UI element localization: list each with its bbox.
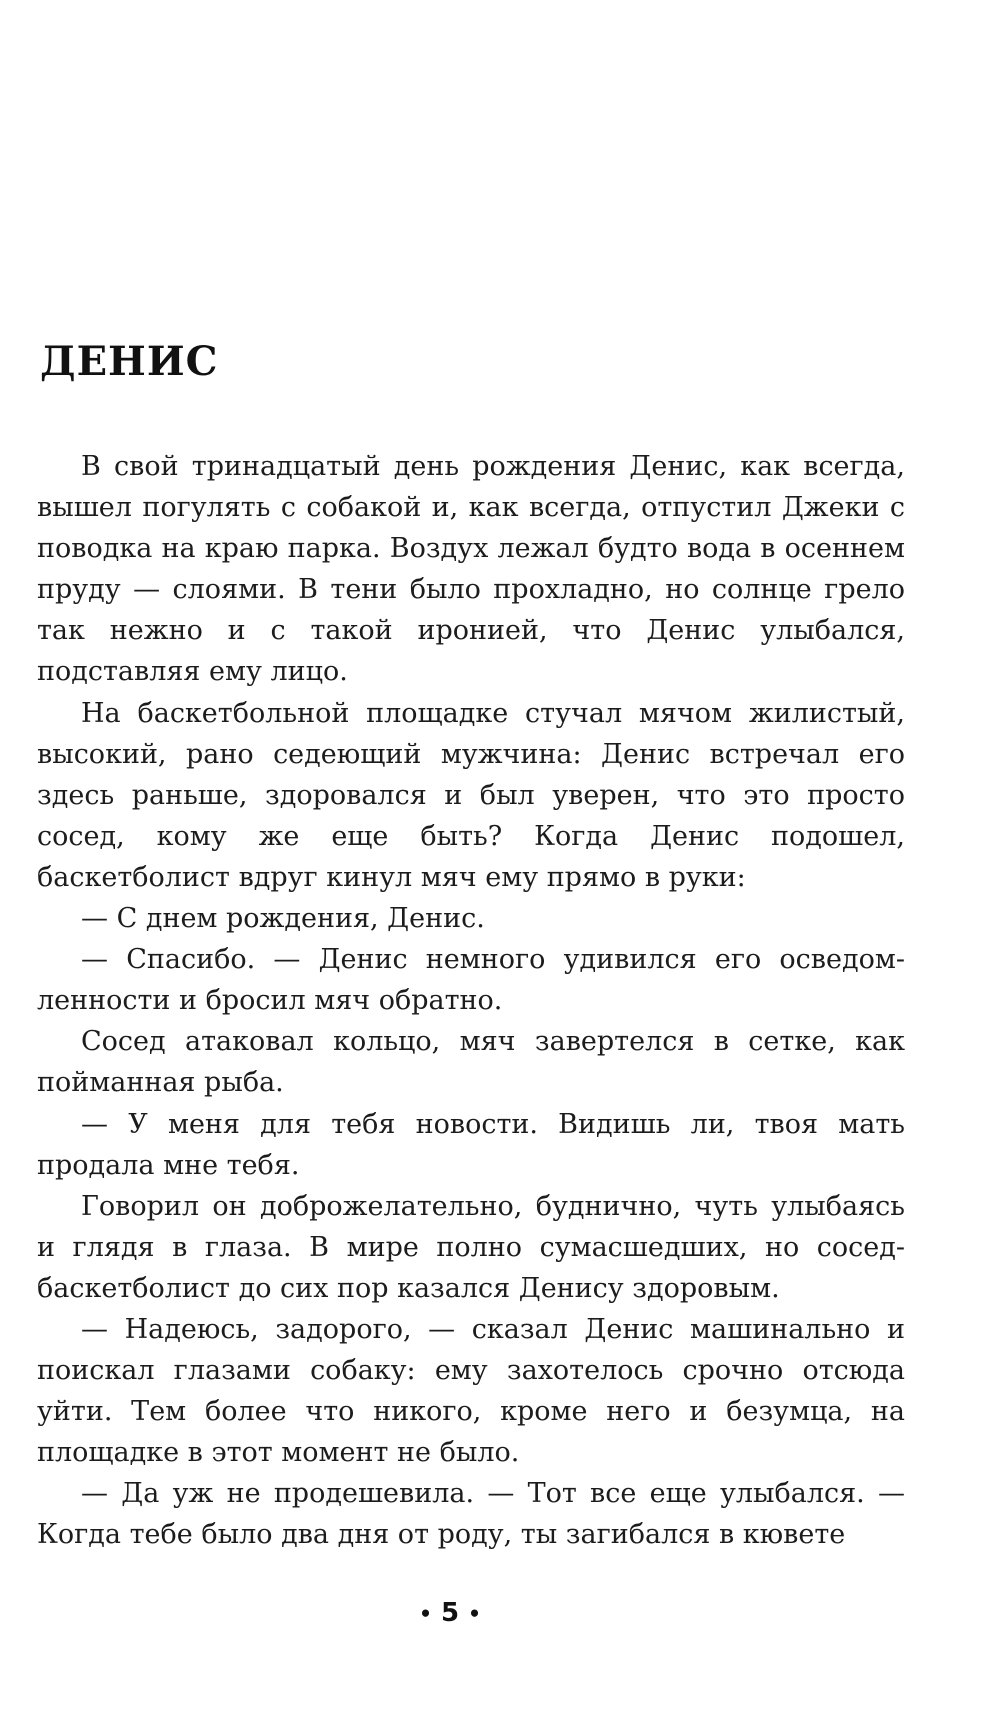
paragraph-2: На баскетбольной площадке стучал мячом жилистый, высокий, рано седеющий мужчина: Денис встречал его здесь раньше, здоровался и был уверен, что это просто сосед, кому же еще быть? Когда Денис подошел, баскетболист вдруг кинул мяч ему прямо в руки:	[37, 697, 905, 893]
paragraph-9: — Да уж не продешевила. — Тот все еще улыбался. — Когда тебе было два дня от роду, ты загибался в кювете	[37, 1478, 905, 1551]
paragraph-1: В свой тринадцатый день рождения Денис, как всегда, вышел погулять с собакой и, как всегда, отпустил Джеки с поводка на краю парка. Воздух лежал будто вода в осеннем пруду — слоями. В тени было прохладно, но солнце грело так нежно и с такой иронией, что Денис улыбался, подставляя ему лицо.	[37, 451, 905, 688]
paragraph-4: — Спасибо. — Денис немного удивился его осведомленности и бросил мяч обратно.	[37, 944, 905, 1017]
paragraph-5: Сосед атаковал кольцо, мяч завертелся в сетке, как пойманная рыба.	[37, 1026, 905, 1099]
page-number-bullet-right: •	[468, 1601, 481, 1626]
page-number-bullet-left: •	[419, 1601, 432, 1626]
page-number	[400, 1598, 500, 1628]
chapter-title: ДЕНИС	[40, 338, 219, 385]
paragraph-8: — Надеюсь, задорого, — сказал Денис машинально и поискал глазами собаку: ему захотелось срочно отсюда уйти. Тем более что никого, кроме него и безумца, на площадке в этот момент не было.	[37, 1313, 905, 1469]
page-number-value: 5	[440, 1598, 460, 1628]
paragraph-6: — У меня для тебя новости. Видишь ли, твоя мать продала мне тебя.	[37, 1108, 905, 1181]
paragraph-7: Говорил он доброжелательно, буднично, чуть улыбаясь и глядя в глаза. В мире полно сумасшедших, но сосед-баскетболист до сих пор казался Денису здоровым.	[37, 1190, 905, 1304]
chapter-text	[37, 446, 905, 1556]
paragraph-3: — С днем рождения, Денис.	[81, 903, 485, 935]
